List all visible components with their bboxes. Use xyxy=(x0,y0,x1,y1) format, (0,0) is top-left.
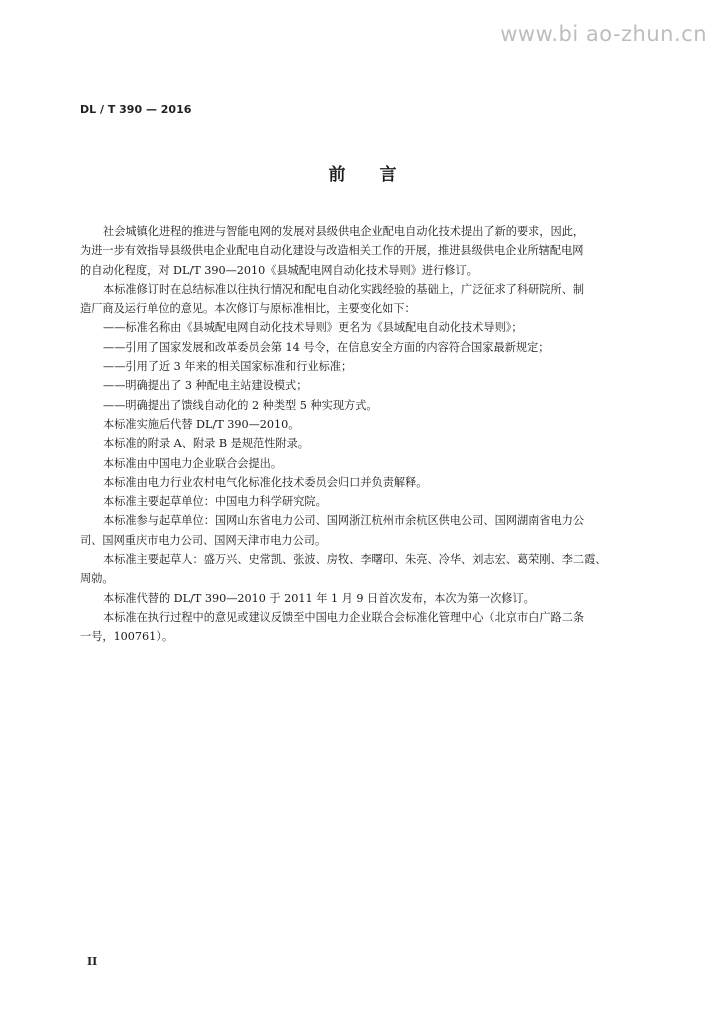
paragraph-line: 本标准代替的 DL/T 390—2010 于 2011 年 1 月 9 日首次发布，本次为第一次修订。 xyxy=(103,591,535,605)
paragraph-line: ——标准名称由《县城配电网自动化技术导则》更名为《县域配电自动化技术导则》； xyxy=(103,321,523,335)
paragraph-line: ——明确提出了 3 种配电主站建设模式； xyxy=(103,379,308,393)
paragraph-line: 本标准主要起草人：盛万兴、史常凯、张波、房牧、李曙印、朱亮、冷华、刘志宏、葛荣刚、李二霞、 xyxy=(103,553,607,567)
paragraph-line: 本标准由电力行业农村电气化标准化技术委员会归口并负责解释。 xyxy=(103,475,428,489)
paragraph-line: 造厂商及运行单位的意见。本次修订与原标准相比，主要变化如下： xyxy=(80,302,416,316)
paragraph-line: 一号，100761）。 xyxy=(80,630,174,644)
paragraph-line: 周勍。 xyxy=(80,572,114,586)
paragraph-line: 社会城镇化进程的推进与智能电网的发展对县级供电企业配电自动化技术提出了新的要求，因此， xyxy=(103,225,585,238)
paragraph-line: 的自动化程度，对 DL/T 390—2010《县城配电网自动化技术导则》进行修订。 xyxy=(80,263,478,277)
foreword-body xyxy=(80,222,654,647)
paragraph-line: 本标准实施后代替 DL/T 390—2010。 xyxy=(103,417,300,431)
paragraph-line: 本标准修订时在总结标准以往执行情况和配电自动化实践经验的基础上，广泛征求了科研院所、制 xyxy=(103,282,585,296)
paragraph-line: ——引用了国家发展和改革委员会第 14 号令，在信息安全方面的内容符合国家最新规定； xyxy=(103,340,550,354)
paragraph-line: ——明确提出了馈线自动化的 2 种类型 5 种实现方式。 xyxy=(103,398,378,412)
page-title: 前言 xyxy=(328,165,431,185)
paragraph-line: 司、国网重庆市电力公司、国网天津市电力公司。 xyxy=(80,533,327,547)
paragraph-line: 本标准由中国电力企业联合会提出。 xyxy=(103,456,283,470)
paragraph-line: 本标准主要起草单位：中国电力科学研究院。 xyxy=(103,495,327,509)
page-number: II xyxy=(87,955,98,968)
paragraph-line: 本标准在执行过程中的意见或建议反馈至中国电力企业联合会标准化管理中心（北京市白广路二条 xyxy=(103,610,585,624)
document-code-header: DL / T 390 — 2016 xyxy=(80,103,192,116)
paragraph-line: 本标准的附录 A、附录 B 是规范性附录。 xyxy=(103,437,309,451)
paragraph-line: 本标准参与起草单位：国网山东省电力公司、国网浙江杭州市余杭区供电公司、国网湖南省电力公 xyxy=(103,514,585,528)
watermark-text: www.bi ao-zhun.cn xyxy=(500,22,707,46)
paragraph-line: ——引用了近 3 年来的相关国家标准和行业标准； xyxy=(103,360,353,374)
paragraph-line: 为进一步有效指导县级供电企业配电自动化建设与改造相关工作的开展，推进县级供电企业所辖配电网 xyxy=(80,244,584,258)
